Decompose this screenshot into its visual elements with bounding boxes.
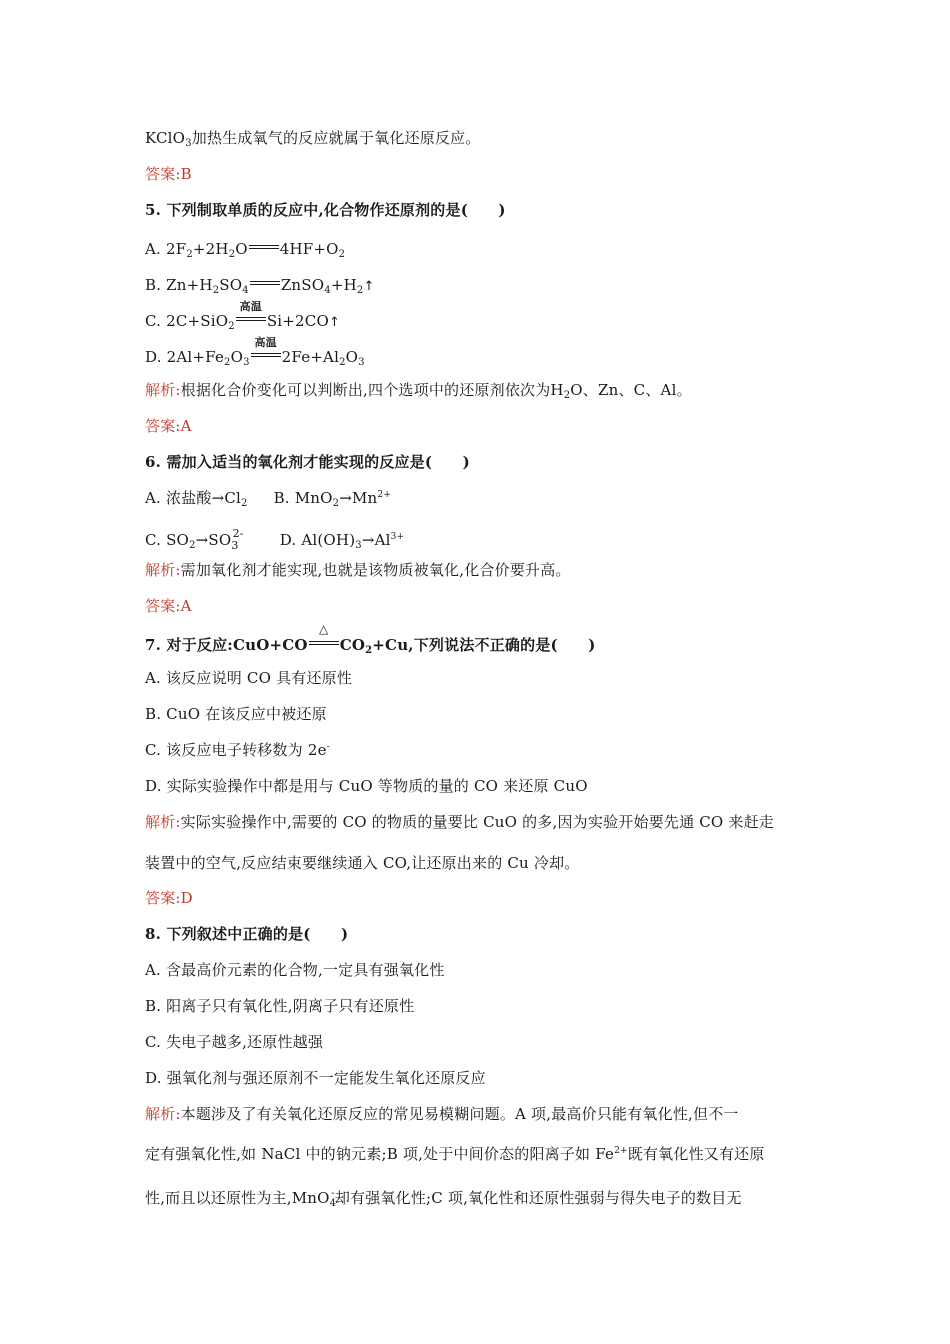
q8-analysis-line-1: 解析:本题涉及了有关氧化还原反应的常见易模糊问题。A 项,最高价只能有氧化性,但不一: [145, 1105, 739, 1123]
question-5-stem: 5. 下列制取单质的反应中,化合物作还原剂的是( ): [145, 201, 506, 219]
gas-up-arrow-icon: ↑: [363, 279, 375, 294]
gas-up-arrow-icon: ↑: [328, 315, 341, 330]
q6-answer: 答案:A: [145, 597, 192, 615]
q7-analysis-line-2: 装置中的空气,反应结束要继续通入 CO,让还原出来的 Cu 冷却。: [145, 854, 580, 872]
question-8-stem: 8. 下列叙述中正确的是( ): [145, 925, 349, 943]
q8-option-b: B. 阳离子只有氧化性,阴离子只有还原性: [145, 997, 415, 1015]
q7-option-a: A. 该反应说明 CO 具有还原性: [145, 669, 353, 687]
q6-options-cd: C. $SO_2\to SO_3^{2-}$ D. $Al(OH)_3\to Al^{3+}$: [145, 527, 405, 552]
equals-sign-icon: [249, 272, 281, 292]
q7-answer: 答案:D: [145, 889, 193, 907]
q8-option-c: C. 失电子越多,还原性越强: [145, 1033, 324, 1051]
heat-condition-icon: △: [308, 632, 340, 652]
equals-sign-icon: 高温: [235, 308, 267, 328]
q5-answer: 答案:A: [145, 417, 192, 435]
q5-option-a: A. $2F_2+2H_2O$ $4HF+O_2$: [145, 236, 345, 259]
q8-analysis-line-3: 性,而且以还原性为主,MnO$_4$-却有强氧化性;C 项,氧化性和还原性强弱与得失电子的数目无: [145, 1188, 742, 1209]
q8-option-a: A. 含最高价元素的化合物,一定具有强氧化性: [145, 961, 445, 979]
q8-analysis-line-2: 定有强氧化性,如 NaCl 中的钠元素;B 项,处于中间价态的阳离子如 $Fe^{2+}$既有氧化性又有还原: [145, 1145, 765, 1163]
q7-option-c: C. 该反应电子转移数为 2e-: [145, 741, 330, 759]
q5-option-d: D. $2Al+Fe_2O_3$ 高温 $2Fe+Al_2O_3$: [145, 336, 365, 368]
continuation-text: KClO$_3$加热生成氧气的反应就属于氧化还原反应。: [145, 129, 481, 149]
answer-4: 答案:B: [145, 165, 192, 183]
q5-option-c: C. 2C+SiO$_2$ 高温 Si+2CO↑: [145, 300, 341, 332]
q8-option-d: D. 强氧化剂与强还原剂不一定能发生氧化还原反应: [145, 1069, 486, 1087]
question-6-stem: 6. 需加入适当的氧化剂才能实现的反应是( ): [145, 453, 470, 471]
q7-option-b: B. CuO 在该反应中被还原: [145, 705, 327, 723]
equals-sign-icon: 高温: [250, 344, 282, 364]
question-7-stem: 7. 对于反应:CuO+CO △ $CO_2+Cu$,下列说法不正确的是( ): [145, 622, 596, 656]
q7-option-d: D. 实际实验操作中都是用与 CuO 等物质的量的 CO 来还原 CuO: [145, 777, 588, 795]
q6-options-ab: A. 浓盐酸$\to Cl_2$ B. $MnO_2\to Mn^{2+}$: [145, 489, 392, 509]
q6-analysis: 解析:需加氧化剂才能实现,也就是该物质被氧化,化合价要升高。: [145, 561, 571, 579]
equals-sign-icon: [248, 236, 280, 256]
q5-analysis: 解析:根据化合价变化可以判断出,四个选项中的还原剂依次为$H_2O$、Zn、C、Al。: [145, 381, 692, 401]
q5-option-b: B. $Zn+H_2SO_4$ $ZnSO_4+H_2↑$: [145, 272, 375, 297]
q7-analysis-line-1: 解析:实际实验操作中,需要的 CO 的物质的量要比 CuO 的多,因为实验开始要先通 CO 来赶走: [145, 813, 774, 831]
